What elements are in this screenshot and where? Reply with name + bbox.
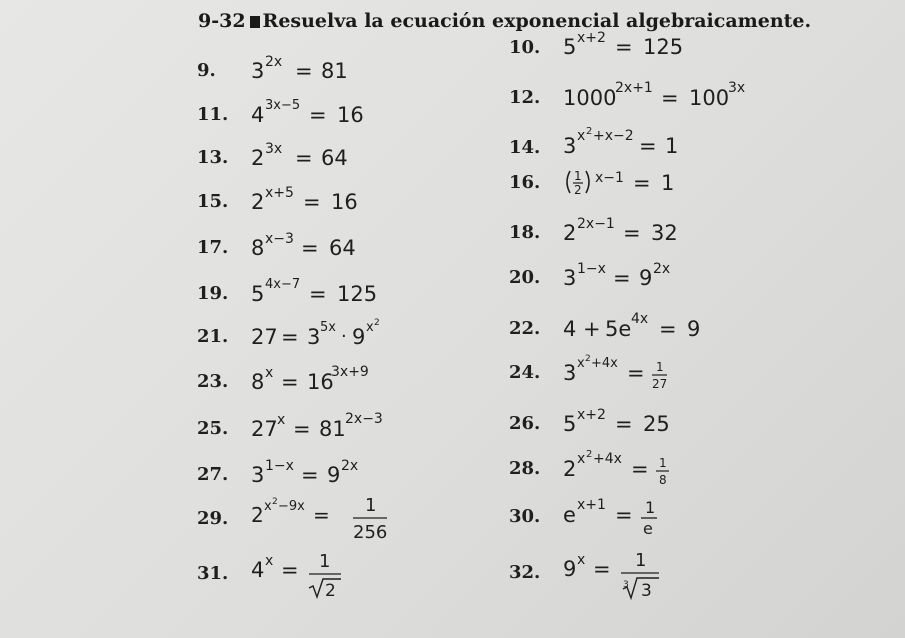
exercise-number: 26.	[509, 413, 541, 434]
svg-text:=: =	[633, 171, 651, 195]
svg-text:1: 1	[574, 169, 582, 183]
exercise-number: 14.	[509, 137, 541, 158]
equation	[563, 27, 773, 59]
svg-text:27: 27	[251, 417, 278, 441]
svg-text:3x: 3x	[265, 141, 283, 157]
equation	[563, 257, 773, 290]
svg-text:64: 64	[329, 236, 356, 260]
equation	[251, 316, 461, 349]
svg-text:x−3: x−3	[265, 231, 294, 247]
svg-text:3x: 3x	[728, 80, 746, 96]
equation	[251, 408, 461, 441]
svg-text:2: 2	[574, 183, 582, 197]
exercise-number: 19.	[197, 283, 229, 304]
svg-text:2: 2	[586, 126, 593, 137]
svg-text:256: 256	[353, 522, 388, 543]
svg-text:5x: 5x	[320, 320, 336, 335]
svg-text:64: 64	[321, 146, 348, 170]
equation	[563, 212, 773, 245]
svg-text:1−x: 1−x	[577, 261, 606, 277]
svg-text:=: =	[309, 103, 327, 127]
svg-text:2: 2	[563, 457, 577, 481]
svg-text:=: =	[295, 146, 313, 170]
svg-text:x+1: x+1	[577, 497, 606, 513]
svg-text:16: 16	[331, 190, 358, 214]
equation	[563, 125, 773, 158]
svg-text:1: 1	[645, 498, 656, 517]
svg-text:x+2: x+2	[577, 407, 606, 423]
svg-text:81: 81	[319, 417, 346, 441]
svg-text:=: =	[293, 417, 311, 441]
exercise-number: 27.	[197, 464, 229, 485]
svg-text:2: 2	[586, 449, 593, 460]
equation	[251, 454, 461, 487]
equation	[251, 50, 461, 83]
svg-text:16: 16	[307, 370, 334, 394]
svg-text:125: 125	[337, 282, 378, 306]
svg-text:25: 25	[643, 412, 670, 436]
svg-text:3: 3	[251, 463, 265, 487]
svg-text:1−x: 1−x	[265, 458, 294, 474]
svg-text:−9x: −9x	[278, 499, 305, 514]
equation	[251, 361, 461, 394]
equation	[251, 137, 461, 170]
svg-text:=: =	[615, 35, 633, 59]
svg-text:5: 5	[251, 282, 265, 306]
svg-text:27: 27	[652, 377, 668, 391]
svg-text:3: 3	[251, 59, 265, 83]
exercise-number: 12.	[509, 87, 541, 108]
svg-text:4: 4	[251, 558, 265, 582]
exercise-number: 29.	[197, 508, 229, 529]
svg-text:2: 2	[251, 503, 264, 527]
svg-text:9: 9	[327, 463, 341, 487]
equation	[563, 494, 773, 538]
svg-text:9: 9	[352, 325, 366, 349]
instruction-text: Resuelva la ecuación exponencial algebraicamente.	[262, 10, 812, 32]
equation	[251, 547, 461, 601]
svg-text:2: 2	[374, 318, 380, 328]
svg-text:1: 1	[665, 134, 679, 158]
svg-text:2x: 2x	[653, 261, 671, 277]
exercise-number: 25.	[197, 418, 229, 439]
svg-text:e: e	[563, 503, 576, 527]
svg-text:9: 9	[687, 317, 701, 341]
svg-text:=: =	[301, 236, 319, 260]
svg-text:+4x: +4x	[593, 451, 622, 467]
exercise-number: 20.	[509, 267, 541, 288]
exercise-number: 11.	[197, 104, 229, 125]
svg-text:x+2: x+2	[577, 30, 606, 46]
svg-text:1: 1	[365, 495, 377, 516]
svg-text:x: x	[265, 553, 274, 569]
exercise-number: 15.	[197, 191, 229, 212]
svg-text:x: x	[366, 320, 374, 335]
svg-text:3: 3	[641, 581, 652, 601]
exercise-number: 31.	[197, 563, 229, 584]
svg-text:=: =	[615, 412, 633, 436]
svg-text:1: 1	[635, 550, 647, 571]
exercise-number: 9.	[197, 60, 216, 81]
equation	[563, 77, 773, 110]
svg-text:x: x	[577, 356, 585, 371]
svg-text:2: 2	[272, 497, 278, 507]
svg-text:2: 2	[563, 221, 577, 245]
svg-text:x: x	[577, 451, 586, 467]
exercise-number: 13.	[197, 147, 229, 168]
svg-text:2: 2	[251, 146, 265, 170]
svg-text:x: x	[577, 128, 586, 144]
svg-text:2: 2	[325, 581, 336, 601]
svg-text:125: 125	[643, 35, 684, 59]
svg-text:2x+1: 2x+1	[615, 80, 653, 96]
svg-text:1: 1	[319, 551, 331, 572]
equation	[251, 94, 461, 127]
svg-text:4x−7: 4x−7	[265, 277, 301, 292]
svg-text:x−1: x−1	[595, 170, 624, 186]
svg-text:3: 3	[563, 266, 577, 290]
svg-text:=: =	[281, 370, 299, 394]
svg-text:16: 16	[337, 103, 364, 127]
svg-text:1000: 1000	[563, 86, 617, 110]
exercise-number: 16.	[509, 172, 541, 193]
svg-text:1: 1	[661, 171, 675, 195]
svg-text:=: =	[313, 503, 330, 527]
svg-text:x: x	[265, 365, 274, 381]
exercise-number: 18.	[509, 222, 541, 243]
svg-text:4x: 4x	[631, 311, 649, 327]
svg-text:=: =	[661, 86, 679, 110]
svg-text:=: =	[631, 457, 649, 481]
equation	[251, 181, 461, 214]
svg-text:x: x	[577, 552, 586, 568]
svg-text:9: 9	[563, 557, 577, 581]
svg-text:=: =	[281, 325, 299, 349]
svg-text:4: 4	[251, 103, 265, 127]
svg-text:8: 8	[659, 473, 667, 487]
svg-text:2: 2	[585, 354, 591, 364]
svg-text:8: 8	[251, 236, 265, 260]
svg-text:5: 5	[563, 412, 577, 436]
svg-text:x+5: x+5	[265, 185, 294, 201]
svg-text:=: =	[613, 266, 631, 290]
exercise-number: 30.	[509, 506, 541, 527]
equation	[563, 448, 773, 487]
equation	[251, 273, 461, 306]
svg-text:+4x: +4x	[591, 356, 618, 371]
svg-text:3: 3	[563, 361, 577, 385]
svg-text:3x−5: 3x−5	[265, 98, 301, 113]
svg-text:+: +	[583, 317, 601, 341]
exercise-number: 22.	[509, 318, 541, 339]
svg-text:=: =	[659, 317, 677, 341]
equation	[563, 160, 773, 197]
exercise-number: 32.	[509, 562, 541, 583]
svg-text:3: 3	[563, 134, 577, 158]
svg-text:2x−1: 2x−1	[577, 216, 615, 232]
svg-text:=: =	[615, 503, 633, 527]
svg-text:27: 27	[251, 325, 278, 349]
equation	[563, 403, 773, 436]
svg-text:100: 100	[689, 86, 730, 110]
exercise-number: 21.	[197, 326, 229, 347]
svg-text:32: 32	[651, 221, 678, 245]
svg-text:2: 2	[251, 190, 265, 214]
svg-text:3: 3	[623, 580, 629, 590]
svg-text:4: 4	[563, 317, 577, 341]
equation	[563, 546, 773, 601]
svg-text:+x−2: +x−2	[593, 128, 634, 144]
svg-text:=: =	[309, 282, 327, 306]
svg-text:x: x	[264, 499, 272, 514]
equation	[563, 308, 773, 341]
svg-text:·: ·	[341, 326, 347, 347]
svg-text:x: x	[277, 412, 286, 428]
svg-text:=: =	[303, 190, 321, 214]
svg-text:2x: 2x	[341, 458, 359, 474]
svg-text:2x−3: 2x−3	[345, 411, 383, 427]
svg-text:1: 1	[656, 360, 664, 374]
svg-text:=: =	[623, 221, 641, 245]
exercise-number: 23.	[197, 371, 229, 392]
svg-text:3x+9: 3x+9	[331, 364, 369, 380]
exercise-number: 10.	[509, 37, 541, 58]
svg-text:3: 3	[307, 325, 321, 349]
svg-text:=: =	[627, 361, 645, 385]
svg-text:=: =	[593, 557, 611, 581]
exercise-number: 24.	[509, 362, 541, 383]
equation	[563, 352, 773, 391]
svg-text:=: =	[281, 558, 299, 582]
svg-text:8: 8	[251, 370, 265, 394]
svg-text:5: 5	[563, 35, 577, 59]
exercise-number: 17.	[197, 237, 229, 258]
square-bullet-icon	[250, 16, 260, 28]
equation	[251, 492, 461, 543]
equation	[251, 227, 461, 260]
exercise-number: 28.	[509, 458, 541, 479]
svg-text:5e: 5e	[605, 317, 632, 341]
exercise-range: 9-32	[198, 10, 246, 32]
svg-text:1: 1	[659, 456, 667, 470]
svg-text:=: =	[295, 59, 313, 83]
svg-text:2x: 2x	[265, 54, 283, 70]
svg-text:=: =	[301, 463, 319, 487]
svg-text:e: e	[643, 519, 653, 538]
svg-text:9: 9	[639, 266, 653, 290]
svg-text:81: 81	[321, 59, 348, 83]
svg-text:=: =	[639, 134, 657, 158]
